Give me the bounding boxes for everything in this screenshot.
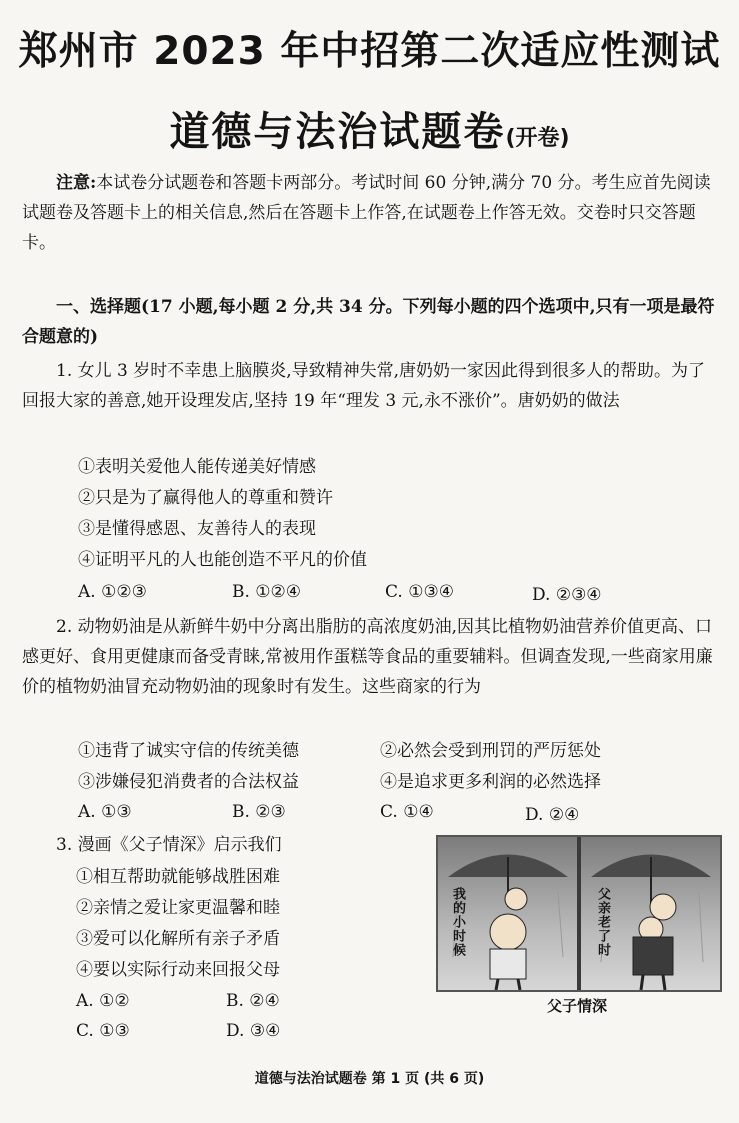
- page-footer: 道德与法治试题卷 第 1 页 (共 6 页): [254, 1071, 485, 1087]
- q2-stem: 2. 动物奶油是从新鲜牛奶中分离出脂肪的高浓度奶油,因其比植物奶油营养价值更高、口感更好、食用更健康而备受青睐,常被用作蛋糕等食品的重要辅料。但调查发现,一些商家用廉价的植物奶油冒充动物奶油的现象时有发生。这些商家的行为: [22, 617, 713, 697]
- q3-option-c: C. ①③: [76, 1021, 130, 1041]
- q2-option-a: A. ①③: [78, 802, 132, 822]
- exam-title-line2: [0, 100, 739, 157]
- q1-stem: 1. 女儿 3 岁时不幸患上脑膜炎,导致精神失常,唐奶奶一家因此得到很多人的帮助。为了回报大家的善意,她开设理发店,坚持 19 年“理发 3 元,永不涨价”。唐奶奶的做法: [22, 361, 706, 411]
- cartoon-left-text: 我的小时候: [450, 887, 465, 957]
- cartoon-right-text: 父亲老了时: [595, 887, 610, 957]
- q1-item-1: ①表明关爱他人能传递美好情感: [78, 457, 316, 477]
- cartoon-caption: 父子情深: [546, 997, 607, 1015]
- q1-option-a: A. ①②③: [78, 582, 147, 602]
- q2-item-2: ②必然会受到刑罚的严厉惩处: [380, 741, 601, 761]
- q1-item-3: ③是懂得感恩、友善待人的表现: [78, 519, 316, 539]
- q2-option-d: D. ②④: [525, 805, 580, 825]
- q3-item-2: ②亲情之爱让家更温馨和睦: [76, 898, 280, 918]
- cartoon-panel-old-age: [581, 837, 720, 990]
- q1-option-d: D. ②③④: [532, 585, 602, 605]
- q1-option-c: C. ①③④: [385, 582, 454, 602]
- q1-item-4: ④证明平凡的人也能创造不平凡的价值: [78, 550, 367, 570]
- q3-item-3: ③爱可以化解所有亲子矛盾: [76, 929, 280, 949]
- notice: [22, 168, 720, 258]
- section-heading: 一、选择题(17 小题,每小题 2 分,共 34 分。下列每小题的四个选项中,只有一项是最符合题意的): [22, 297, 715, 347]
- q1-item-2: ②只是为了赢得他人的尊重和赞许: [78, 488, 333, 508]
- q3-option-b: B. ②④: [226, 991, 280, 1011]
- notice-text: 本试卷分试题卷和答题卡两部分。考试时间 60 分钟,满分 70 分。考生应首先阅读试题卷及答题卡上的相关信息,然后在答题卡上作答,在试题卷上作答无效。交卷时只交答题卡。: [22, 173, 711, 253]
- q3-stem: 3. 漫画《父子情深》启示我们: [56, 835, 282, 855]
- q3-item-1: ①相互帮助就能够战胜困难: [76, 867, 280, 887]
- q3-item-4: ④要以实际行动来回报父母: [76, 960, 280, 980]
- cartoon-panel-childhood: [438, 837, 577, 990]
- exam-title-line1: 郑州市 2023 年中招第二次适应性测试: [18, 29, 721, 74]
- notice-label: 注意:: [56, 173, 97, 193]
- q2-item-1: ①违背了诚实守信的传统美德: [78, 741, 299, 761]
- subject-title: 道德与法治试题卷: [169, 109, 506, 155]
- q3-option-d: D. ③④: [226, 1021, 281, 1041]
- q2-option-b: B. ②③: [232, 802, 286, 822]
- q2-item-4: ④是追求更多利润的必然选择: [380, 772, 601, 792]
- cartoon-image: [436, 835, 722, 992]
- q2-option-c: C. ①④: [380, 802, 434, 822]
- q2-item-3: ③涉嫌侵犯消费者的合法权益: [78, 772, 299, 792]
- q3-option-a: A. ①②: [76, 991, 130, 1011]
- open-book-note: (开卷): [505, 126, 570, 151]
- q1-option-b: B. ①②④: [232, 582, 302, 602]
